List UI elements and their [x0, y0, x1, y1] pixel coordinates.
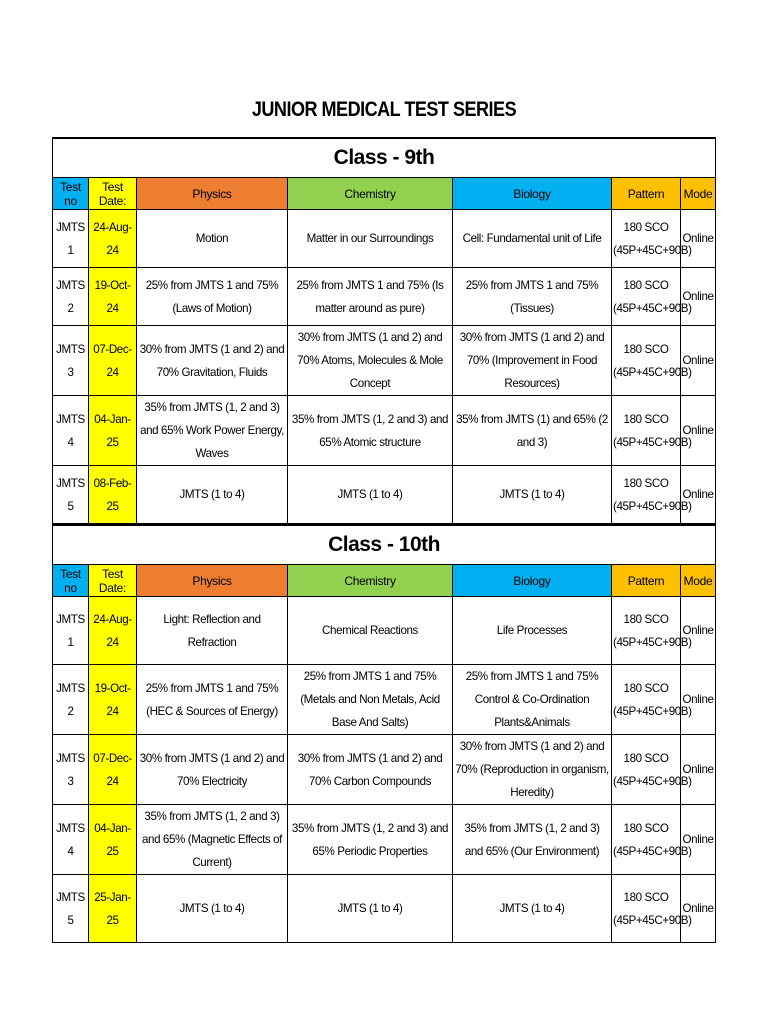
test-date-cell: 07-Dec-24: [89, 326, 137, 396]
chemistry-cell: 30% from JMTS (1 and 2) and 70% Carbon Compounds: [288, 735, 453, 805]
test-no-cell: JMTS 4: [53, 396, 89, 466]
table-row: [53, 875, 716, 943]
mode-cell: Online: [681, 597, 716, 665]
col-header-biology: Biology: [453, 565, 612, 597]
mode-cell: Online: [681, 268, 716, 326]
col-header-pattern: Pattern: [612, 565, 681, 597]
pattern-cell: 180 SCO (45P+45C+90B): [612, 396, 681, 466]
mode-cell: Online: [681, 735, 716, 805]
physics-cell: JMTS (1 to 4): [137, 466, 288, 524]
biology-cell: Life Processes: [453, 597, 612, 665]
biology-cell: JMTS (1 to 4): [453, 466, 612, 524]
pattern-cell: 180 SCO (45P+45C+90B): [612, 466, 681, 524]
chemistry-cell: 35% from JMTS (1, 2 and 3) and 65% Periodic Properties: [288, 805, 453, 875]
physics-cell: Motion: [137, 210, 288, 268]
chemistry-cell: JMTS (1 to 4): [288, 466, 453, 524]
mode-cell: Online: [681, 805, 716, 875]
chemistry-cell: JMTS (1 to 4): [288, 875, 453, 943]
col-header-mode: Mode: [681, 565, 716, 597]
chemistry-cell: 35% from JMTS (1, 2 and 3) and 65% Atomic structure: [288, 396, 453, 466]
pattern-cell: 180 SCO (45P+45C+90B): [612, 326, 681, 396]
mode-cell: Online: [681, 326, 716, 396]
table-row: [53, 665, 716, 735]
chemistry-cell: Chemical Reactions: [288, 597, 453, 665]
col-header-pattern: Pattern: [612, 178, 681, 210]
col-header-biology: Biology: [453, 178, 612, 210]
table-row: [53, 597, 716, 665]
pattern-cell: 180 SCO (45P+45C+90B): [612, 268, 681, 326]
biology-cell: 25% from JMTS 1 and 75% Control & Co-Ordination Plants&Animals: [453, 665, 612, 735]
physics-cell: 25% from JMTS 1 and 75% (HEC & Sources of Energy): [137, 665, 288, 735]
chemistry-cell: 30% from JMTS (1 and 2) and 70% Atoms, Molecules & Mole Concept: [288, 326, 453, 396]
test-date-cell: 24-Aug-24: [89, 210, 137, 268]
col-header-mode: Mode: [681, 178, 716, 210]
test-date-cell: 04-Jan-25: [89, 805, 137, 875]
table-row: [53, 396, 716, 466]
physics-cell: JMTS (1 to 4): [137, 875, 288, 943]
col-header-test-date: Test Date:: [89, 178, 137, 210]
test-date-cell: 19-Oct-24: [89, 268, 137, 326]
pattern-cell: 180 SCO (45P+45C+90B): [612, 875, 681, 943]
test-no-cell: JMTS 4: [53, 805, 89, 875]
test-date-cell: 25-Jan-25: [89, 875, 137, 943]
mode-cell: Online: [681, 210, 716, 268]
biology-cell: 35% from JMTS (1, 2 and 3) and 65% (Our Environment): [453, 805, 612, 875]
test-no-cell: JMTS 2: [53, 665, 89, 735]
table-row: [53, 268, 716, 326]
test-date-cell: 24-Aug-24: [89, 597, 137, 665]
mode-cell: Online: [681, 466, 716, 524]
pattern-cell: 180 SCO (45P+45C+90B): [612, 210, 681, 268]
table-row: [53, 735, 716, 805]
col-header-chemistry: Chemistry: [288, 565, 453, 597]
test-no-cell: JMTS 5: [53, 466, 89, 524]
col-header-physics: Physics: [137, 565, 288, 597]
col-header-test-no: Test no: [53, 565, 89, 597]
physics-cell: 35% from JMTS (1, 2 and 3) and 65% Work Power Energy, Waves: [137, 396, 288, 466]
col-header-test-no: Test no: [53, 178, 89, 210]
physics-cell: 30% from JMTS (1 and 2) and 70% Gravitation, Fluids: [137, 326, 288, 396]
mode-cell: Online: [681, 396, 716, 466]
chemistry-cell: Matter in our Surroundings: [288, 210, 453, 268]
col-header-test-date: Test Date:: [89, 565, 137, 597]
test-no-cell: JMTS 1: [53, 210, 89, 268]
pattern-cell: 180 SCO (45P+45C+90B): [612, 597, 681, 665]
test-date-cell: 07-Dec-24: [89, 735, 137, 805]
test-date-cell: 04-Jan-25: [89, 396, 137, 466]
test-no-cell: JMTS 1: [53, 597, 89, 665]
physics-cell: Light: Reflection and Refraction: [137, 597, 288, 665]
test-date-cell: 08-Feb-25: [89, 466, 137, 524]
test-no-cell: JMTS 3: [53, 326, 89, 396]
col-header-physics: Physics: [137, 178, 288, 210]
pattern-cell: 180 SCO (45P+45C+90B): [612, 805, 681, 875]
table-row: [53, 326, 716, 396]
chemistry-cell: 25% from JMTS 1 and 75% (Metals and Non Metals, Acid Base And Salts): [288, 665, 453, 735]
physics-cell: 25% from JMTS 1 and 75% (Laws of Motion): [137, 268, 288, 326]
class-9-schedule-table: [52, 137, 716, 524]
page-title: JUNIOR MEDICAL TEST SERIES: [251, 98, 517, 121]
biology-cell: 25% from JMTS 1 and 75% (Tissues): [453, 268, 612, 326]
table-row: [53, 805, 716, 875]
class-10-schedule-table: [52, 524, 716, 943]
table-row: [53, 466, 716, 524]
test-no-cell: JMTS 5: [53, 875, 89, 943]
biology-cell: Cell: Fundamental unit of Life: [453, 210, 612, 268]
class-heading: Class - 10th: [53, 525, 716, 565]
test-no-cell: JMTS 2: [53, 268, 89, 326]
class-heading: Class - 9th: [53, 138, 716, 178]
mode-cell: Online: [681, 875, 716, 943]
table-row: [53, 210, 716, 268]
test-no-cell: JMTS 3: [53, 735, 89, 805]
test-date-cell: 19-Oct-24: [89, 665, 137, 735]
chemistry-cell: 25% from JMTS 1 and 75% (Is matter around as pure): [288, 268, 453, 326]
pattern-cell: 180 SCO (45P+45C+90B): [612, 665, 681, 735]
mode-cell: Online: [681, 665, 716, 735]
biology-cell: 30% from JMTS (1 and 2) and 70% (Reproduction in organism, Heredity): [453, 735, 612, 805]
biology-cell: JMTS (1 to 4): [453, 875, 612, 943]
biology-cell: 35% from JMTS (1) and 65% (2 and 3): [453, 396, 612, 466]
biology-cell: 30% from JMTS (1 and 2) and 70% (Improvement in Food Resources): [453, 326, 612, 396]
physics-cell: 30% from JMTS (1 and 2) and 70% Electricity: [137, 735, 288, 805]
physics-cell: 35% from JMTS (1, 2 and 3) and 65% (Magnetic Effects of Current): [137, 805, 288, 875]
pattern-cell: 180 SCO (45P+45C+90B): [612, 735, 681, 805]
col-header-chemistry: Chemistry: [288, 178, 453, 210]
